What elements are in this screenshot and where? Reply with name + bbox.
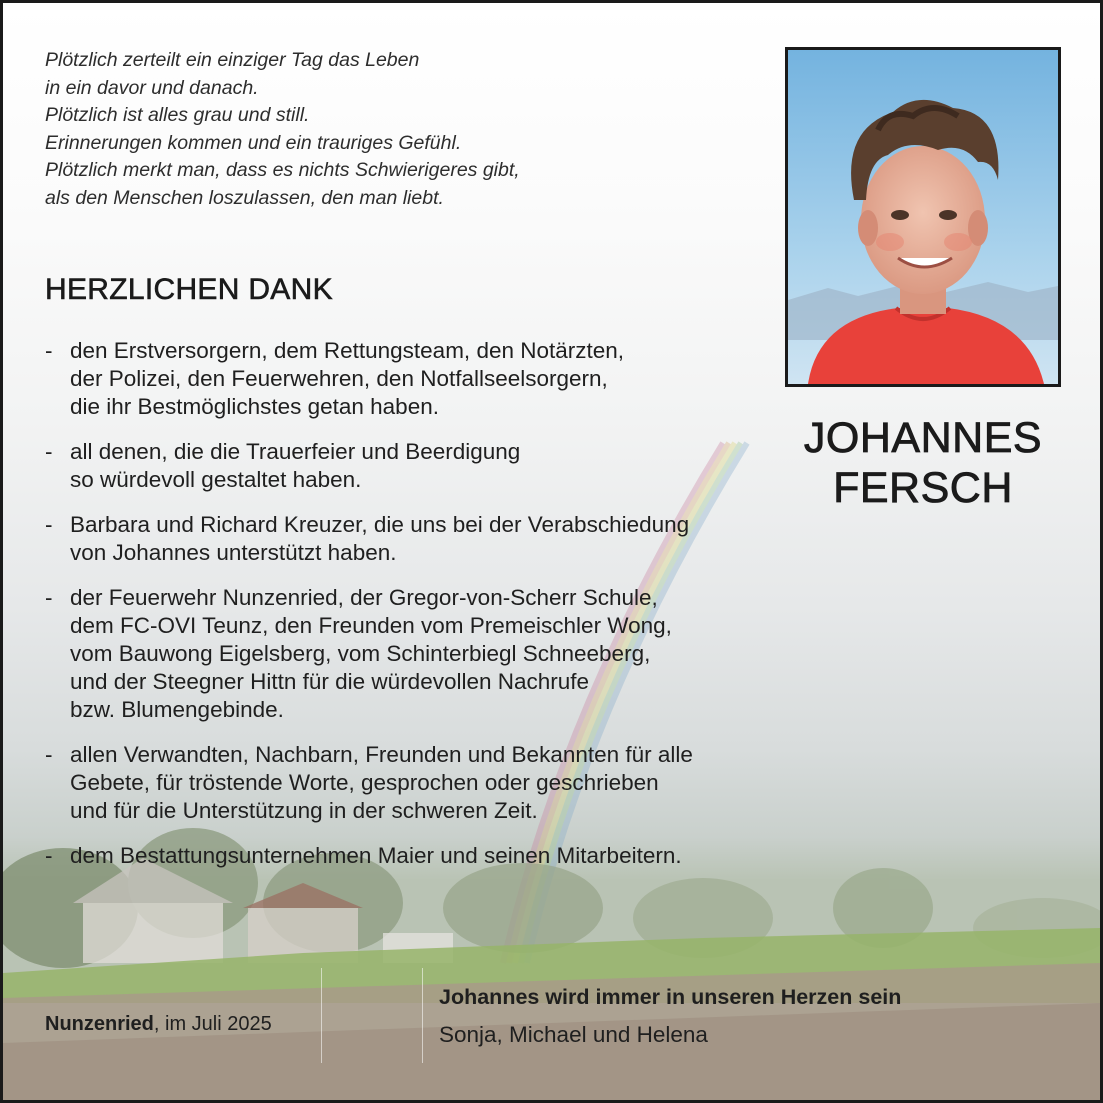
deceased-name — [773, 413, 1073, 513]
place-date — [45, 1013, 272, 1036]
list-dash: - — [45, 585, 53, 610]
thanks-line: der Polizei, den Feuerwehren, den Notfallseelsorgern, — [70, 366, 608, 391]
thanks-item — [45, 337, 805, 421]
portrait-illustration — [788, 50, 1058, 384]
list-dash: - — [45, 843, 53, 868]
poem-line: Plötzlich ist alles grau und still. — [45, 104, 310, 126]
thanks-line: bzw. Blumengebinde. — [70, 697, 284, 722]
thanks-line: von Johannes unterstützt haben. — [70, 540, 397, 565]
family-signatures: Sonja, Michael und Helena — [439, 1022, 708, 1047]
thanks-item — [45, 584, 805, 724]
thanks-item — [45, 438, 805, 494]
thanks-item — [45, 741, 805, 825]
last-name: FERSCH — [833, 464, 1013, 512]
thanks-list — [45, 337, 805, 887]
date-text: , im Juli 2025 — [153, 1013, 272, 1035]
thanks-line: und der Steegner Hittn für die würdevollen Nachrufe — [70, 669, 590, 694]
thanks-line: dem FC-OVI Teunz, den Freunden vom Premeischler Wong, — [70, 613, 672, 638]
thanks-line: und für die Unterstützung in der schweren Zeit. — [70, 798, 538, 823]
thanks-item — [45, 511, 805, 567]
thanks-line: dem Bestattungsunternehmen Maier und seinen Mitarbeitern. — [70, 843, 682, 868]
poem — [45, 47, 520, 212]
poem-line: in ein davor und danach. — [45, 76, 259, 99]
thanks-heading: HERZLICHEN DANK — [45, 273, 333, 306]
thanks-line: all denen, die die Trauerfeier und Beerdigung — [70, 439, 521, 464]
thanks-line: Gebete, für tröstende Worte, gesprochen oder geschrieben — [70, 770, 659, 795]
portrait-photo — [785, 47, 1061, 387]
list-dash: - — [45, 742, 53, 767]
thanks-line: vom Bauwong Eigelsberg, vom Schinterbiegl Schneeberg, — [70, 641, 651, 666]
footer-divider — [321, 968, 322, 1063]
thanks-line: Barbara und Richard Kreuzer, die uns bei der Verabschiedung — [70, 512, 690, 537]
thanks-line: den Erstversorgern, dem Rettungsteam, den Notärzten, — [70, 338, 625, 363]
thanks-line: die ihr Bestmöglichstes getan haben. — [70, 394, 439, 419]
place-name: Nunzenried — [45, 1013, 154, 1035]
footer-divider — [422, 968, 423, 1063]
thanks-line: allen Verwandten, Nachbarn, Freunden und Bekannten für alle — [70, 742, 693, 767]
poem-line: Plötzlich merkt man, dass es nichts Schwierigeres gibt, — [45, 159, 520, 181]
list-dash: - — [45, 512, 53, 537]
first-name: JOHANNES — [803, 414, 1043, 462]
poem-line: Erinnerungen kommen und ein trauriges Gefühl. — [45, 131, 462, 154]
list-dash: - — [45, 338, 53, 363]
poem-line: Plötzlich zerteilt ein einziger Tag das Leben — [45, 49, 420, 71]
thanks-item — [45, 842, 805, 870]
thanks-line: so würdevoll gestaltet haben. — [70, 467, 362, 492]
list-dash: - — [45, 439, 53, 464]
poem-line: als den Menschen loszulassen, den man liebt. — [45, 186, 444, 209]
thanks-line: der Feuerwehr Nunzenried, der Gregor-von-Scherr Schule, — [70, 585, 658, 610]
closing-line: Johannes wird immer in unseren Herzen sein — [439, 985, 902, 1009]
